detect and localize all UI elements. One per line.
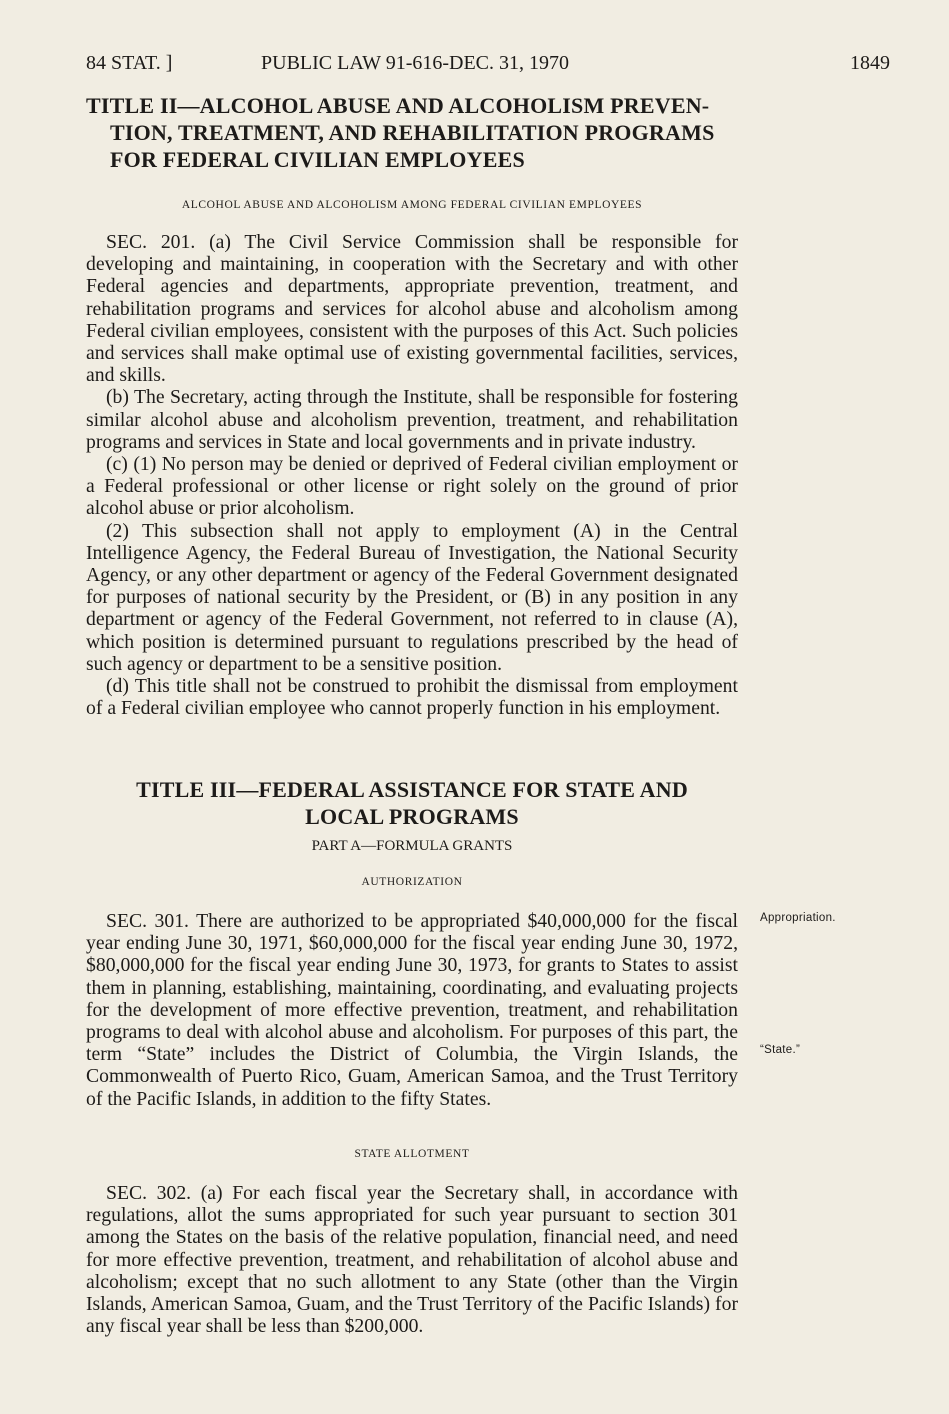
sec201-paragraph-b: (b) The Secretary, acting through the Institute, shall be responsible for fostering similar alcohol abuse and alcoholism prevention, treatment, and rehabilitation programs and services in State and local governments and in private industry.: [86, 386, 738, 453]
section-201: [86, 231, 738, 719]
section-heading-state-allotment: STATE ALLOTMENT: [354, 1148, 470, 1160]
sec201-paragraph-c2: (2) This subsection shall not apply to employment (A) in the Central Intelligence Agency, the Federal Bureau of Investigation, the National Security Agency, or any other department or agency of the Federal Government designated for purposes of national security by the President, or (B) in any position in any department or agency of the Federal Government, not referred to in clause (A), which position is determined pursuant to regulations prescribed by the head of such agency or department to be a sensitive position.: [86, 519, 738, 675]
page-number: 1849: [850, 52, 890, 74]
sec302-paragraph-a: [86, 1182, 738, 1337]
title-iii-line-2: LOCAL PROGRAMS: [305, 804, 519, 829]
section-heading-authorization: AUTHORIZATION: [361, 876, 463, 888]
title-iii-heading: [86, 776, 738, 830]
sec301-text: There are authorized to be appropriated $40,000,000 for the fiscal year ending June 30, 1971, $60,000,000 for the fiscal year ending June 30, 1972, $80,000,000 for the fiscal year ending June 30, 1973, for grants to States to assist them in planning, establishing, maintaining, coordinating, and evaluating projects for the development of more effective prevention, treatment, and rehabilitation programs to deal with alcohol abuse and alcoholism. For purposes of this part, the term “State” includes the District of Columbia, the Virgin Islands, the Commonwealth of Puerto Rico, Guam, American Samoa, and the Trust Territory of the Pacific Islands, in addition to the fifty States.: [86, 910, 739, 1110]
sec302-label: SEC. 302.: [106, 1182, 192, 1204]
part-a-heading: PART A—FORMULA GRANTS: [311, 838, 513, 854]
sec201-label: SEC. 201.: [106, 231, 196, 253]
sec201-a-text: (a) The Civil Service Commission shall be responsible for developing and maintaining, in cooperation with the Secretary and with other Federal agencies and departments, appropriate prevention, treatment, and rehabilitation programs and services for alcohol abuse and alcoholism among Federal civilian employees, consistent with the purposes of this Act. Such policies and services shall make optimal use of existing governmental facilities, services, and skills.: [86, 231, 739, 387]
sec201-paragraph-c1: (c) (1) No person may be denied or deprived of Federal civilian employment or a Federal professional or other license or right solely on the ground of prior alcohol abuse or prior alcoholism.: [86, 453, 738, 520]
sec301-label: SEC. 301.: [106, 910, 189, 932]
title-ii-line-1: TITLE II—ALCOHOL ABUSE AND ALCOHOLISM PREVEN-: [86, 93, 710, 118]
margin-note-state: “State.”: [760, 1044, 801, 1056]
running-head: [86, 52, 890, 82]
law-citation: PUBLIC LAW 91-616-DEC. 31, 1970: [261, 52, 570, 74]
title-ii-line-2: TION, TREATMENT, AND REHABILITATION PROGRAMS: [110, 120, 715, 145]
volume-reference: 84 STAT. ]: [86, 52, 173, 74]
sec301-paragraph: [86, 910, 738, 1110]
title-iii-line-1: TITLE III—FEDERAL ASSISTANCE FOR STATE AND: [136, 777, 688, 802]
title-ii-heading: [86, 92, 738, 173]
sec201-paragraph-a: [86, 231, 738, 386]
section-301: [86, 910, 738, 1110]
sec302-text: (a) For each fiscal year the Secretary shall, in accordance with regulations, allot the sums appropriated for such year pursuant to section 301 among the States on the basis of the relative population, financial need, and need for more effective prevention, treatment, and rehabilitation of alcohol abuse and alcoholism; except that no such allotment to any State (other than the Virgin Islands, American Samoa, Guam, and the Trust Territory of the Pacific Islands) for any fiscal year shall be less than $200,000.: [86, 1182, 739, 1338]
section-heading-alcohol-abuse: ALCOHOL ABUSE AND ALCOHOLISM AMONG FEDERAL CIVILIAN EMPLOYEES: [181, 199, 643, 211]
title-ii-line-3: FOR FEDERAL CIVILIAN EMPLOYEES: [110, 147, 525, 172]
sec201-paragraph-d: (d) This title shall not be construed to prohibit the dismissal from employment of a Federal civilian employee who cannot properly function in his employment.: [86, 675, 738, 720]
margin-note-appropriation: Appropriation.: [760, 912, 836, 924]
section-302: [86, 1182, 738, 1337]
